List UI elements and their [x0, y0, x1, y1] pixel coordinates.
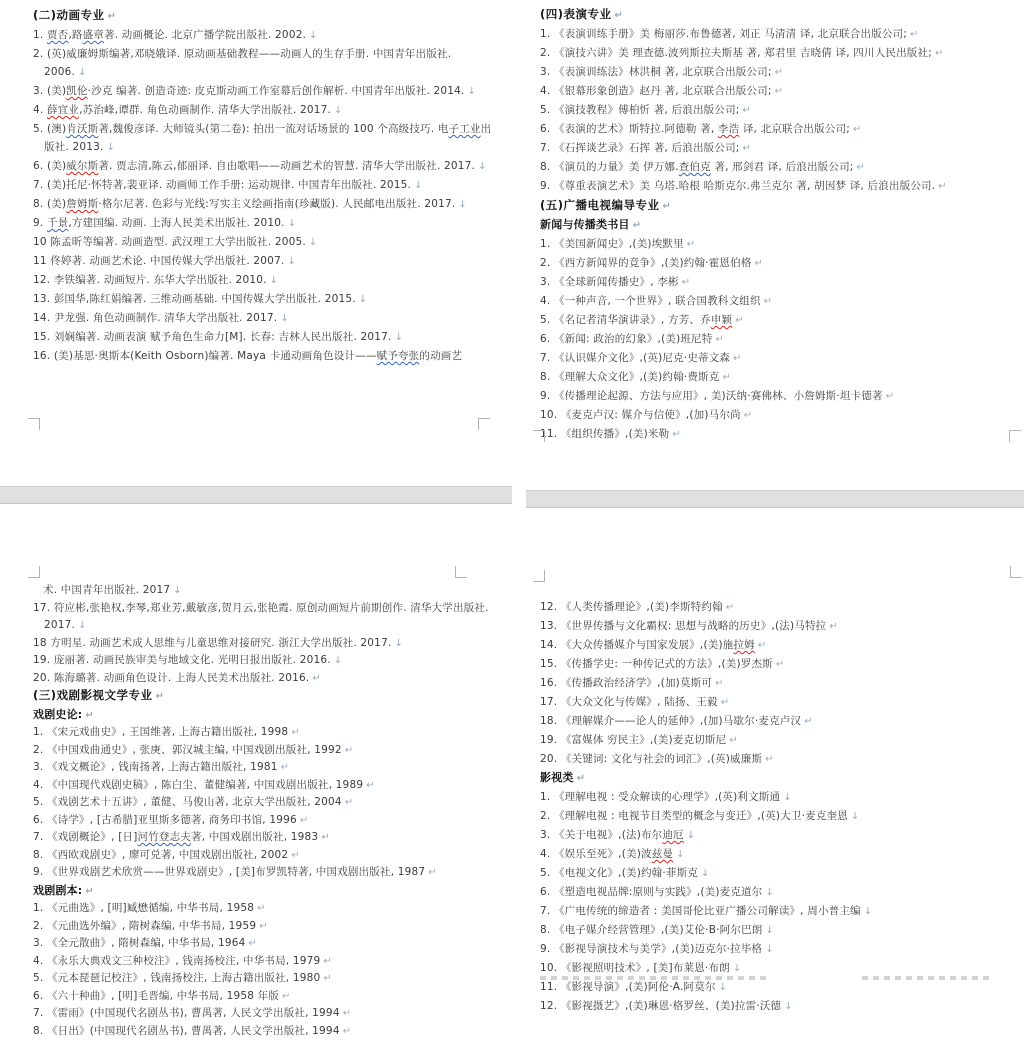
paragraph-mark: ↵ [910, 29, 918, 40]
paragraph-mark: ↵ [108, 11, 116, 22]
paragraph-mark: ↵ [744, 410, 752, 421]
list-item: 18 方明星. 动画艺术成人思维与儿童思维对接研究. 浙江大学出版社. 2017. ↓ [33, 635, 496, 653]
line-break-mark: ↓ [309, 237, 317, 248]
list-item: 7. (美)托尼·怀特著,裴亚译. 动画师工作手册: 运动规律. 中国青年出版社. 2015. ↓ [33, 176, 496, 195]
list-item: 7. 《广电传统的缔造者 : 美国哥伦比亚广播公司解读》, 周小普主编 ↓ [540, 902, 1018, 921]
text-boundary-mark [478, 418, 490, 430]
paragraph-mark: ↵ [343, 1026, 351, 1037]
spellcheck-underline: 詹姆斯 [66, 198, 98, 210]
text-boundary-mark [28, 418, 40, 430]
paragraph-mark: ↵ [935, 48, 943, 59]
text-boundary-mark [28, 566, 40, 578]
list-item: 17. 符应彬,张艳权,李琴,郑业芳,戴敏彦,贺月云,张艳霞. 原创动画短片前期创作. 清华大学出版社. 2017. ↓ [33, 600, 496, 635]
list-item: 11. 《影视导演》,(美)阿伦·A.阿莫尔 ↓ [540, 978, 1018, 997]
line-break-mark: ↓ [414, 180, 422, 191]
paragraph-mark: ↵ [722, 372, 730, 383]
paragraph-mark: ↵ [715, 334, 723, 345]
list-item: 3. 《关于电视》,(法)布尔迪厄 ↓ [540, 826, 1018, 845]
line-break-mark: ↓ [468, 86, 476, 97]
list-item: 8. 《西欧戏剧史》, 廖可兑著, 中国戏剧出版社, 2002 ↵ [33, 847, 496, 865]
line-break-mark: ↓ [701, 868, 709, 879]
line-break-mark: ↓ [78, 620, 86, 631]
line-break-mark: ↓ [173, 585, 181, 596]
paragraph-mark: ↵ [281, 762, 289, 773]
line-break-mark: ↓ [334, 105, 342, 116]
list-item: 2. 《演技六讲》美 理查德.波列斯拉夫斯基 著, 郑君里 吉晓倩 译, 四川人民出版社; ↵ [540, 44, 1018, 63]
paragraph-mark: ↵ [672, 429, 680, 440]
paragraph-mark: ↵ [577, 773, 585, 784]
list-item: 7. 《雷雨》(中国现代名剧丛书), 曹禺著, 人民文学出版社, 1994 ↵ [33, 1005, 496, 1023]
list-item: 8. 《理解大众文化》,(美)约翰·费斯克 ↵ [540, 368, 1018, 387]
list-item: 5. 《演技教程》傅柏忻 著, 后浪出版公司; ↵ [540, 101, 1018, 120]
paragraph-mark: ↵ [321, 832, 329, 843]
paragraph-mark: ↵ [853, 124, 861, 135]
list-item: 16. (美)基思·奥斯本(Keith Osborn)编著. Maya 卡通动画角色设计——赋予夸张的动画艺 [33, 347, 496, 365]
spellcheck-underline: 盛章 [83, 29, 104, 41]
document-page-top-right[interactable] [526, 0, 1024, 490]
paragraph-mark: ↵ [345, 745, 353, 756]
section-heading: (五)广播电视编导专业 ↵ [540, 196, 1018, 216]
list-item: 9. 《尊重表演艺术》美 乌塔.哈根 哈斯克尔.弗兰克尔 著, 胡因梦 译, 后浪出版公司. ↵ [540, 177, 1018, 196]
section-heading: (四)表演专业 ↵ [540, 5, 1018, 25]
list-item: 4. 薛宜业,苏治峰,谭群. 角色动画制作. 清华大学出版社. 2017. ↓ [33, 101, 496, 120]
paragraph-mark: ↵ [282, 991, 290, 1002]
spellcheck-underline: 李浩 [718, 123, 739, 135]
list-item: 3. 《全元散曲》, 隋树森编, 中华书局, 1964 ↵ [33, 935, 496, 953]
line-break-mark: ↓ [765, 944, 773, 955]
line-break-mark: ↓ [864, 906, 872, 917]
list-item: 14. 尹龙强. 角色动画制作. 清华大学出版社. 2017. ↓ [33, 309, 496, 328]
list-item: 1. 《理解电视 : 受众解读的心理学》,(英)利文斯通 ↓ [540, 788, 1018, 807]
paragraph-mark: ↵ [776, 659, 784, 670]
list-item: 1. 《元曲选》, [明]臧懋循编, 中华书局, 1958 ↵ [33, 900, 496, 918]
paragraph-mark: ↵ [733, 353, 741, 364]
line-break-mark: ↓ [395, 332, 403, 343]
list-item: 5. (澳)肯沃斯著,魏俊彦译. 大师镜头(第二卷): 拍出一流对话场景的 100 个高级技巧. 电子工业出版社. 2013. ↓ [33, 120, 496, 157]
list-item: 4. 《娱乐至死》,(美)波兹曼 ↓ [540, 845, 1018, 864]
list-item: 6. 《诗学》, [古希腊]亚里斯多德著, 商务印书馆, 1996 ↵ [33, 812, 496, 830]
line-break-mark: ↓ [359, 294, 367, 305]
list-item: 14. 《大众传播媒介与国家发展》,(美)施拉姆 ↵ [540, 636, 1018, 655]
paragraph-mark: ↵ [366, 780, 374, 791]
paragraph-mark: ↵ [663, 201, 671, 212]
paragraph-mark: ↵ [721, 697, 729, 708]
paragraph-mark: ↵ [291, 727, 299, 738]
line-break-mark: ↓ [107, 142, 115, 153]
list-item: 8. 《电子媒介经营管理》,(美)艾伦·B·阿尔巴朗 ↓ [540, 921, 1018, 940]
list-item: 11 佟婷著. 动画艺术论. 中国传媒大学出版社. 2007. ↓ [33, 252, 496, 271]
paragraph-mark: ↵ [323, 973, 331, 984]
document-page-bottom-left[interactable] [0, 504, 512, 1024]
line-break-mark: ↓ [765, 925, 773, 936]
list-item: 4. 《中国现代戏剧史稿》, 陈白尘、董健编著, 中国戏剧出版社, 1989 ↵ [33, 777, 496, 795]
text-boundary-mark [533, 570, 545, 582]
sub-heading: 戏剧剧本: ↵ [33, 882, 496, 901]
paragraph-mark: ↵ [729, 735, 737, 746]
paragraph-mark: ↵ [726, 602, 734, 613]
spellcheck-underline: 河竹登志夫 [138, 831, 192, 843]
spellcheck-underline: 赋予夸张 [377, 350, 420, 362]
list-item: 6. 《塑造电视品牌:原则与实践》,(美)麦克道尔 ↓ [540, 883, 1018, 902]
list-item: 13. 《世界传播与文化霸权: 思想与战略的历史》,(法)马特拉 ↵ [540, 617, 1018, 636]
paragraph-mark: ↵ [775, 86, 783, 97]
paragraph-mark: ↵ [428, 867, 436, 878]
list-item: 1. 《表演训练手册》美 梅丽莎.布鲁德著, 刘正 马清清 译, 北京联合出版公司; ↵ [540, 25, 1018, 44]
list-item: 9. 《影视导演技术与美学》,(美)迈克尔·拉毕格 ↓ [540, 940, 1018, 959]
list-item: 19. 庞丽著. 动画民族审美与地域文化. 光明日报出版社. 2016. ↓ [33, 652, 496, 670]
text-boundary-mark [455, 566, 467, 578]
paragraph-mark: ↵ [775, 67, 783, 78]
list-item: 6. 《新闻: 政治的幻象》,(美)班尼特 ↵ [540, 330, 1018, 349]
list-item: 5. 《元本琵琶记校注》, 钱南扬校注, 上海古籍出版社, 1980 ↵ [33, 970, 496, 988]
list-item: 9. 《传播理论起源、方法与应用》, 美)沃纳·赛佛林、小詹姆斯·坦卡德著 ↵ [540, 387, 1018, 406]
spellcheck-underline: 威尔斯 [66, 160, 98, 172]
page-separator-band-right [526, 490, 1024, 508]
paragraph-mark: ↵ [85, 710, 93, 721]
paragraph-mark: ↵ [755, 258, 763, 269]
sub-heading: 戏剧史论: ↵ [33, 706, 496, 725]
continuation-line: 术. 中国青年出版社. 2017 ↓ [33, 582, 496, 600]
line-break-mark: ↓ [287, 256, 295, 267]
paragraph-mark: ↵ [804, 716, 812, 727]
list-item: 8. (美)詹姆斯·格尔尼著. 色彩与光线:写实主义绘画指南(珍藏版). 人民邮电出版社. 2017. ↓ [33, 195, 496, 214]
line-break-mark: ↓ [765, 887, 773, 898]
line-break-mark: ↓ [458, 199, 466, 210]
list-item: 12. 《影视摄艺》,(美)琳恩·格罗丝、(美)拉雷·沃德 ↓ [540, 997, 1018, 1016]
paragraph-mark: ↵ [323, 956, 331, 967]
list-item: 6. (美)威尔斯著. 贾志清,陈云,郁丽译. 自由歌唱——动画艺术的智慧. 清华大学出版社. 2017. ↓ [33, 157, 496, 176]
list-item: 8. 《日出》(中国现代名剧丛书), 曹禺著, 人民文学出版社, 1994 ↵ [33, 1023, 496, 1040]
line-break-mark: ↓ [676, 849, 684, 860]
list-item: 1. 《宋元戏曲史》, 王国维著, 上海古籍出版社, 1998 ↵ [33, 724, 496, 742]
paragraph-mark: ↵ [249, 938, 257, 949]
list-item: 5. 《名记者清华演讲录》, 方芳、乔申颖 ↵ [540, 311, 1018, 330]
line-break-mark: ↓ [478, 161, 486, 172]
list-item: 2. 《中国戏曲通史》, 张庚、郭汉城主编, 中国戏剧出版社, 1992 ↵ [33, 742, 496, 760]
line-break-mark: ↓ [309, 30, 317, 41]
paragraph-mark: ↵ [735, 315, 743, 326]
list-item: 1. 《美国新闻史》,(美)埃默里 ↵ [540, 235, 1018, 254]
paragraph-mark: ↵ [633, 220, 641, 231]
list-item: 10. 《麦克卢汉: 媒介与信使》,(加)马尔尚 ↵ [540, 406, 1018, 425]
list-item: 10 陈孟昕等编著. 动画造型. 武汉理工大学出版社. 2005. ↓ [33, 233, 496, 252]
paragraph-mark: ↵ [829, 621, 837, 632]
spellcheck-underline: 申颖 [711, 314, 732, 326]
list-item: 12. 《人类传播理论》,(美)李斯特约翰 ↵ [540, 598, 1018, 617]
list-item: 7. 《认识媒介文化》,(英)尼克·史蒂文森 ↵ [540, 349, 1018, 368]
document-page-top-left[interactable] [0, 0, 512, 486]
paragraph-mark: ↵ [257, 903, 265, 914]
paragraph-mark: ↵ [259, 921, 267, 932]
list-item: 9. 《世界戏剧艺术欣赏——世界戏剧史》, [美]布罗凯特著, 中国戏剧出版社, 1987 ↵ [33, 864, 496, 882]
list-item: 3. 《全球新闻传播史》, 李彬 ↵ [540, 273, 1018, 292]
section-heading: (三)戏剧影视文学专业 ↵ [33, 687, 496, 706]
document-page-bottom-right[interactable] [526, 508, 1024, 1024]
paragraph-mark: ↵ [743, 143, 751, 154]
section-heading: (二)动画专业 ↵ [33, 6, 496, 26]
list-item: 17. 《大众文化与传媒》, 陆扬、王毅 ↵ [540, 693, 1018, 712]
sub-heading: 新闻与传播类书目 ↵ [540, 216, 1018, 235]
list-item: 15. 《传播学史: 一种传记式的方法》,(美)罗杰斯 ↵ [540, 655, 1018, 674]
line-break-mark: ↓ [719, 982, 727, 993]
paragraph-mark: ↵ [345, 797, 353, 808]
list-item: 7. 《戏剧概论》, [日]河竹登志夫著, 中国戏剧出版社, 1983 ↵ [33, 829, 496, 847]
list-item: 3. 《表演训练法》林洪桐 著, 北京联合出版公司; ↵ [540, 63, 1018, 82]
line-break-mark: ↓ [394, 638, 402, 649]
line-break-mark: ↓ [687, 830, 695, 841]
paragraph-mark: ↵ [886, 391, 894, 402]
text-boundary-mark [1010, 566, 1022, 578]
paragraph-mark: ↵ [743, 105, 751, 116]
list-item: 20. 《关键词: 文化与社会的词汇》,(英)威廉斯 ↵ [540, 750, 1018, 769]
list-item: 5. 《电视文化》,(美)约翰·菲斯克 ↓ [540, 864, 1018, 883]
paragraph-mark: ↵ [764, 296, 772, 307]
list-item: 6. 《表演的艺术》斯特拉.阿德勒 著, 李浩 译, 北京联合出版公司; ↵ [540, 120, 1018, 139]
list-item: 20. 陈海璐著. 动画角色设计. 上海人民美术出版社. 2016. ↵ [33, 670, 496, 688]
list-item: 2. (英)威廉姆斯编著,邓晓娥译. 原动画基础教程——动画人的生存手册. 中国青年出版社. 2006. ↓ [33, 45, 496, 82]
list-item: 6. 《六十种曲》, [明]毛晋编, 中华书局, 1958 年版 ↵ [33, 988, 496, 1006]
spellcheck-underline: 薛宜业 [47, 104, 79, 116]
list-item: 10. 《影视照明技术》, [美]布莱恩·布朗 ↓ [540, 959, 1018, 978]
list-item: 13. 彭国华,陈红娟编著. 三维动画基础. 中国传媒大学出版社. 2015. ↓ [33, 290, 496, 309]
line-break-mark: ↓ [851, 811, 859, 822]
list-item: 1. 贾否,路盛章著. 动画概论. 北京广播学院出版社. 2002. ↓ [33, 26, 496, 45]
list-item: 7. 《石挥谈艺录》石挥 著, 后浪出版公司; ↵ [540, 139, 1018, 158]
spellcheck-underline: 迪厄 [662, 829, 683, 841]
list-item: 4. 《一种声音, 一个世界》, 联合国教科文组织 ↵ [540, 292, 1018, 311]
line-break-mark: ↓ [78, 67, 86, 78]
list-item: 4. 《银幕形象创造》赵丹 著, 北京联合出版公司; ↵ [540, 82, 1018, 101]
spellcheck-underline: 查伯克 [679, 161, 711, 173]
list-item: 4. 《永乐大典戏文三种校注》, 钱南扬校注, 中华书局, 1979 ↵ [33, 953, 496, 971]
paragraph-mark: ↵ [291, 850, 299, 861]
paragraph-mark: ↵ [156, 691, 164, 702]
list-item: 11. 《组织传播》,(美)米勒 ↵ [540, 425, 1018, 444]
sub-heading: 影视类 ↵ [540, 769, 1018, 788]
list-item: 8. 《演员的力量》美 伊万娜.查伯克 著, 邢剑君 译, 后浪出版公司; ↵ [540, 158, 1018, 177]
cutoff-text-line [862, 976, 992, 980]
list-item: 3. (美)凯伦·沙克 编著. 创造奇迹: 皮克斯动画工作室幕后创作解析. 中国青年出版社. 2014. ↓ [33, 82, 496, 101]
list-item: 9. 千景,方建国编. 动画. 上海人民美术出版社. 2010. ↓ [33, 214, 496, 233]
paragraph-mark: ↵ [687, 239, 695, 250]
spellcheck-underline: 子工业 [449, 123, 481, 135]
spellcheck-underline: 凯伦 [66, 85, 87, 97]
list-item: 12. 李铁编著. 动画短片. 东华大学出版社. 2010. ↓ [33, 271, 496, 290]
list-item: 18. 《理解媒介——论人的延伸》,(加)马歇尔·麦克卢汉 ↵ [540, 712, 1018, 731]
paragraph-mark: ↵ [938, 181, 946, 192]
list-item: 16. 《传播政治经济学》,(加)莫斯可 ↵ [540, 674, 1018, 693]
spellcheck-underline: 肯沃斯 [66, 123, 98, 135]
paragraph-mark: ↵ [758, 640, 766, 651]
list-item: 3. 《戏文概论》, 钱南扬著, 上海古籍出版社, 1981 ↵ [33, 759, 496, 777]
spellcheck-underline: 千景 [47, 217, 68, 229]
spellcheck-underline: 拉姆 [733, 639, 754, 651]
text-boundary-mark [533, 430, 545, 442]
line-break-mark: ↓ [288, 218, 296, 229]
spellcheck-underline: 贾否 [47, 29, 68, 41]
paragraph-mark: ↵ [85, 886, 93, 897]
list-item: 2. 《元曲选外编》, 隋树森编, 中华书局, 1959 ↵ [33, 918, 496, 936]
list-item: 5. 《戏剧艺术十五讲》, 董健、马俊山著, 北京大学出版社, 2004 ↵ [33, 794, 496, 812]
paragraph-mark: ↵ [615, 10, 623, 21]
line-break-mark: ↓ [784, 1001, 792, 1012]
list-item: 2. 《西方新闻界的竞争》,(美)约翰·霍恩伯格 ↵ [540, 254, 1018, 273]
list-item: 2. 《理解电视 : 电视节目类型的概念与变迁》,(英)大卫·麦克奎恩 ↓ [540, 807, 1018, 826]
line-break-mark: ↓ [280, 313, 288, 324]
list-item: 19. 《富媒体 穷民主》,(美)麦克切斯尼 ↵ [540, 731, 1018, 750]
paragraph-mark: ↵ [300, 815, 308, 826]
spellcheck-underline: 兹曼 [652, 848, 673, 860]
paragraph-mark: ↵ [715, 678, 723, 689]
line-break-mark: ↓ [733, 963, 741, 974]
list-item: 15. 刘娴编著. 动画表演 赋予角色生命力[M]. 长春: 吉林人民出版社. 2017. ↓ [33, 328, 496, 347]
page-separator-band-left [0, 486, 512, 504]
paragraph-mark: ↵ [343, 1008, 351, 1019]
line-break-mark: ↓ [783, 792, 791, 803]
line-break-mark: ↓ [270, 275, 278, 286]
paragraph-mark: ↵ [682, 277, 690, 288]
cutoff-text-line [540, 976, 770, 980]
paragraph-mark: ↵ [857, 162, 865, 173]
text-boundary-mark [1009, 430, 1021, 442]
line-break-mark: ↓ [334, 655, 342, 666]
paragraph-mark: ↵ [765, 754, 773, 765]
paragraph-mark: ↵ [312, 673, 320, 684]
